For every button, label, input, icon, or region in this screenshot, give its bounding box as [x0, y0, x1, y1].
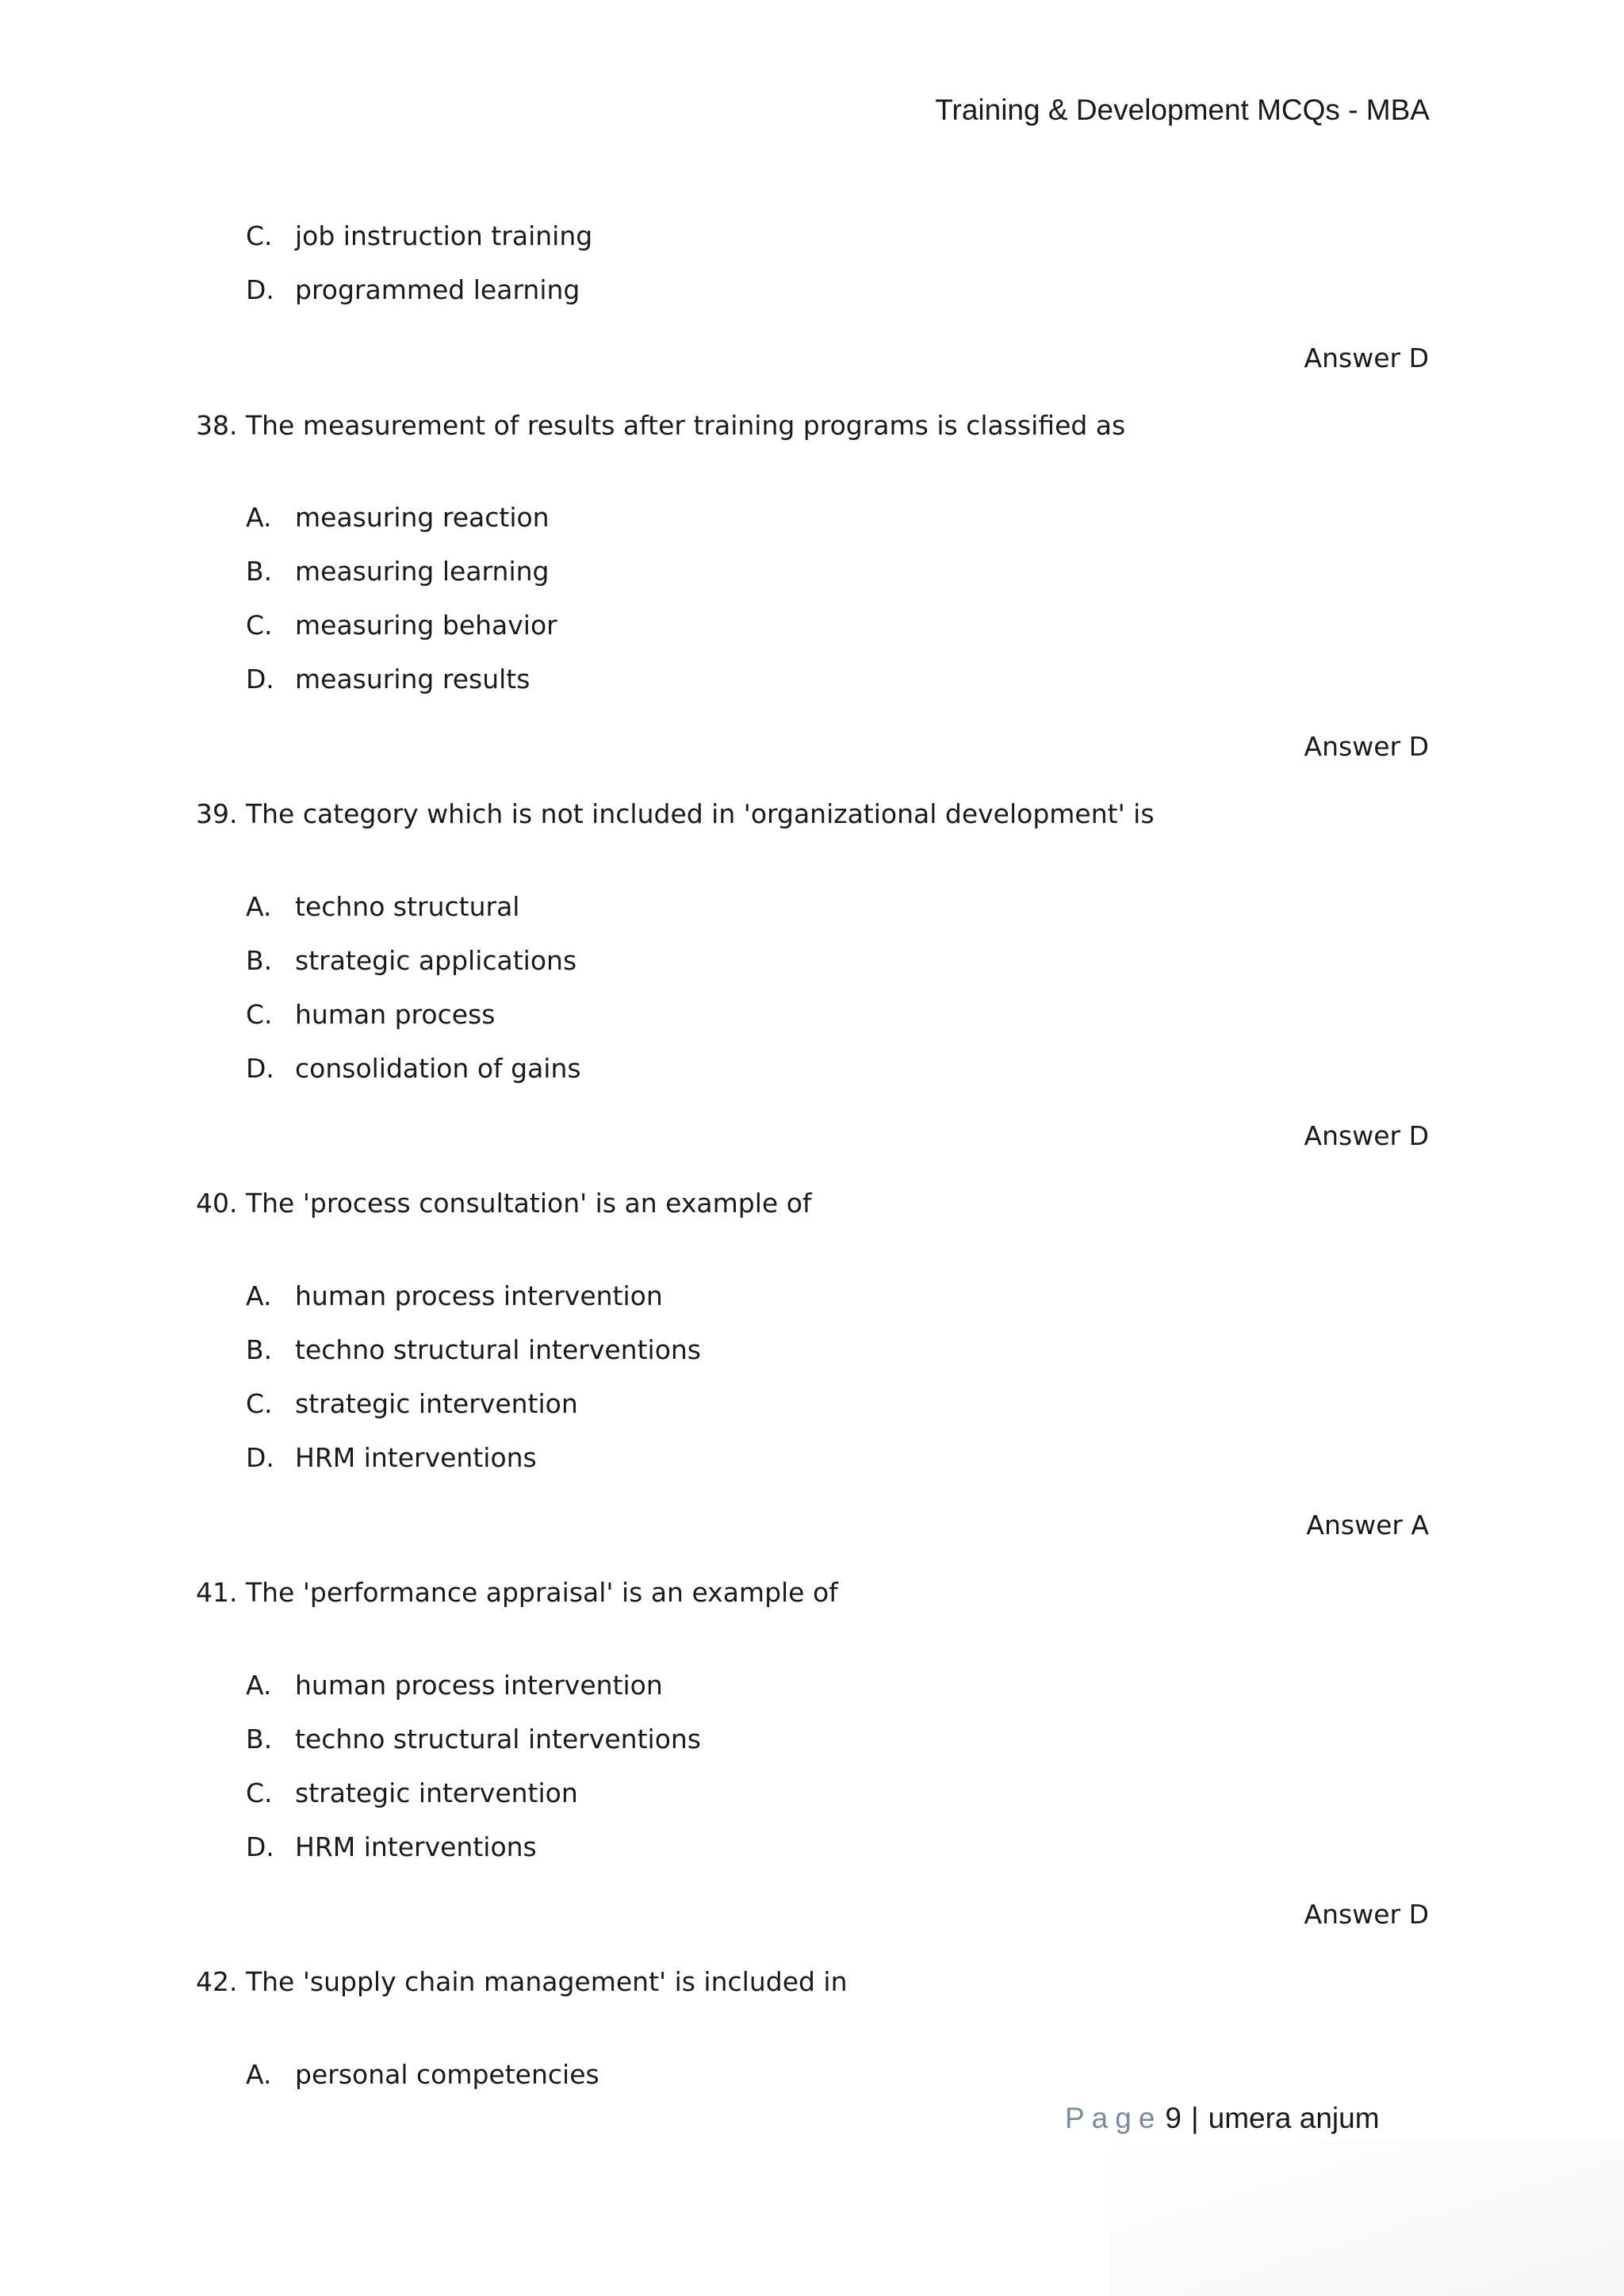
option-letter: B. — [246, 1334, 273, 1365]
option-item — [246, 2059, 599, 2090]
question-number: 38. — [196, 410, 238, 441]
option-text: strategic applications — [295, 945, 577, 976]
option-text: human process intervention — [295, 1280, 663, 1311]
question-text: The 'supply chain management' is included in — [245, 1966, 848, 1997]
option-text: measuring learning — [295, 556, 550, 587]
option-text: job instruction training — [295, 220, 593, 251]
question-number: 42. — [196, 1966, 238, 1997]
page-header: Training & Development MCQs - MBA — [935, 94, 1430, 126]
option-item — [246, 556, 550, 587]
option-item — [246, 1334, 701, 1365]
option-letter: D. — [246, 1053, 274, 1084]
option-item — [246, 1777, 578, 1808]
option-item — [246, 1388, 578, 1419]
answer-label: Answer D — [1304, 731, 1429, 762]
option-text: personal competencies — [295, 2059, 599, 2090]
option-text: human process intervention — [295, 1670, 663, 1701]
option-letter: C. — [246, 610, 273, 641]
question-number: 41. — [196, 1577, 238, 1608]
option-text: techno structural — [295, 891, 520, 922]
page-label: Page — [1065, 2102, 1162, 2134]
question-number: 39. — [196, 798, 238, 829]
option-text: HRM interventions — [295, 1442, 537, 1473]
option-letter: D. — [246, 1831, 274, 1862]
answer-label: Answer D — [1304, 1120, 1429, 1151]
option-item — [246, 891, 519, 922]
option-letter: C. — [246, 1388, 273, 1419]
question-39 — [196, 798, 1155, 829]
question-40 — [196, 1188, 812, 1219]
option-item — [246, 999, 495, 1030]
footer-separator: | — [1191, 2102, 1199, 2134]
option-item — [246, 1442, 537, 1473]
answer-label: Answer D — [1304, 342, 1429, 373]
option-text: techno structural interventions — [295, 1334, 701, 1365]
option-text: measuring results — [295, 664, 530, 695]
option-letter: C. — [246, 1777, 273, 1808]
option-letter: A. — [246, 891, 272, 922]
answer-label: Answer D — [1304, 1899, 1429, 1930]
option-item — [246, 274, 580, 305]
question-text: The category which is not included in 'organizational development' is — [245, 798, 1155, 829]
option-item — [246, 1831, 537, 1862]
option-text: human process — [295, 999, 496, 1030]
option-letter: B. — [246, 1724, 273, 1755]
option-item — [246, 1724, 701, 1755]
option-letter: B. — [246, 945, 273, 976]
option-item — [246, 945, 576, 976]
option-text: strategic intervention — [295, 1388, 578, 1419]
option-letter: A. — [246, 1670, 272, 1701]
option-text: strategic intervention — [295, 1777, 578, 1808]
option-text: measuring reaction — [295, 502, 550, 533]
question-41 — [196, 1577, 838, 1608]
option-letter: B. — [246, 556, 273, 587]
option-letter: A. — [246, 502, 272, 533]
option-letter: C. — [246, 220, 273, 251]
author-name: umera anjum — [1208, 2102, 1380, 2134]
option-letter: A. — [246, 2059, 272, 2090]
option-letter: D. — [246, 664, 274, 695]
option-text: programmed learning — [295, 274, 580, 305]
page-corner-shade — [1110, 2141, 1624, 2296]
option-item — [246, 610, 557, 641]
question-number: 40. — [196, 1188, 238, 1219]
question-42 — [196, 1966, 848, 1997]
option-text: techno structural interventions — [295, 1724, 701, 1755]
option-letter: C. — [246, 999, 273, 1030]
option-text: HRM interventions — [295, 1831, 537, 1862]
question-text: The 'process consultation' is an example of — [245, 1188, 812, 1219]
option-item — [246, 1053, 581, 1084]
question-text: The 'performance appraisal' is an example of — [245, 1577, 838, 1608]
option-letter: D. — [246, 1442, 274, 1473]
option-item — [246, 502, 550, 533]
question-text: The measurement of results after training programs is classified as — [245, 410, 1126, 441]
option-item — [246, 1670, 663, 1701]
page-number: 9 — [1165, 2102, 1182, 2134]
option-item — [246, 1280, 663, 1311]
option-item — [246, 664, 530, 695]
page-footer — [1065, 2102, 1380, 2135]
option-item — [246, 220, 592, 251]
question-38 — [196, 410, 1125, 441]
option-text: consolidation of gains — [295, 1053, 581, 1084]
option-letter: D. — [246, 274, 274, 305]
answer-label: Answer A — [1306, 1510, 1429, 1540]
option-letter: A. — [246, 1280, 272, 1311]
option-text: measuring behavior — [295, 610, 557, 641]
